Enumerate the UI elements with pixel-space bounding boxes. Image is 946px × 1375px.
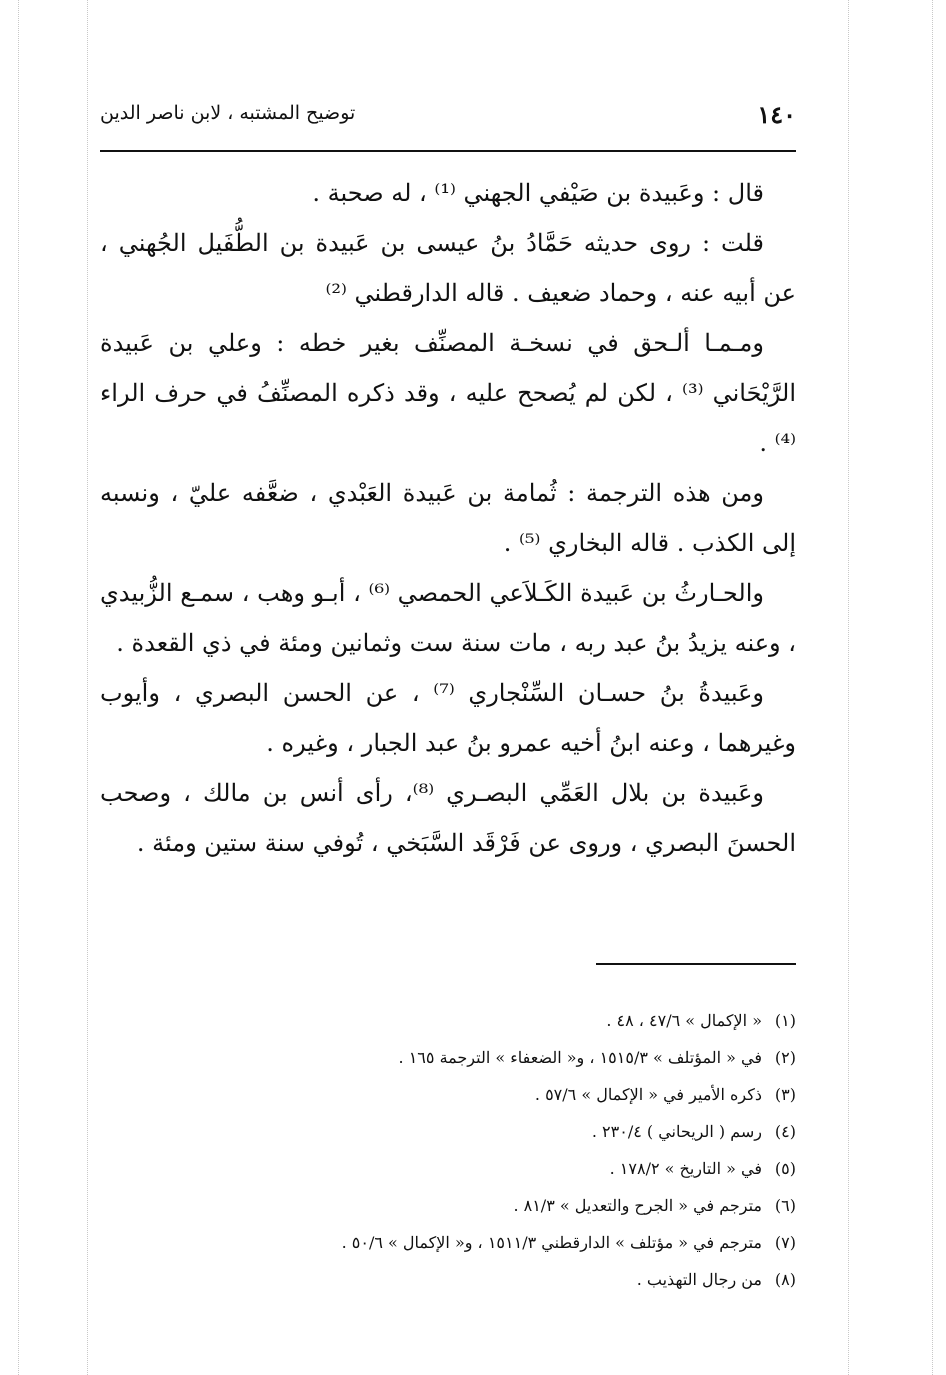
paragraph: ومن هذه الترجمة : ثُمامة بن عَبيدة العَبْدي ، ضعَّفه عليّ ، ونسبه إلى الكذب . قاله البخاري ⁽⁵⁾ .	[100, 479, 796, 557]
footnote-text: رسم ( الريحاني ) ٢٣٠/٤ .	[591, 1122, 762, 1141]
footnote-number: (٢)	[774, 1048, 796, 1067]
footnote-number: (٤)	[774, 1122, 796, 1141]
footnote-text: مترجم في « مؤتلف » الدارقطني ١٥١١/٣ ، و« الإكمال » ٥٠/٦ .	[341, 1233, 762, 1252]
footnote-text: في « المؤتلف » ١٥١٥/٣ ، و« الضعفاء » الترجمة ١٦٥ .	[398, 1048, 762, 1067]
footnote-number: (٧)	[774, 1233, 796, 1252]
footnote	[100, 1187, 796, 1224]
footnote-number: (٥)	[774, 1159, 796, 1178]
footnote-text: من رجال التهذيب .	[636, 1270, 762, 1289]
footnote-text: في « التاريخ » ١٧٨/٢ .	[609, 1159, 762, 1178]
paragraph: والحـارثُ بن عَبيدة الكَـلاَعي الحمصي ⁽⁶⁾ ، أبـو وهب ، سمـع الزُّبيدي ، وعنه يزيدُ بنُ عبد ربه ، مات سنة ست وثمانين ومئة في ذي القعدة .	[100, 579, 796, 657]
paragraph: قال : وعَبيدة بن صَيْفي الجهني ⁽¹⁾ ، له صحبة .	[312, 179, 764, 207]
footnote-text: ذكره الأمير في « الإكمال » ٥٧/٦ .	[534, 1085, 762, 1104]
header-divider	[100, 150, 796, 152]
main-text	[100, 168, 796, 868]
footnote-number: (١)	[774, 1011, 796, 1030]
paragraph: قلت : روى حديثه حَمَّادُ بنُ عيسى بن عَبيدة بن الطُّفَيل الجُهني ، عن أبيه عنه ، وحماد ضعيف . قاله الدارقطني ⁽²⁾	[100, 229, 796, 307]
footnote	[100, 1261, 796, 1298]
footnote-number: (٨)	[774, 1270, 796, 1289]
scan-artifact-line	[932, 0, 933, 1375]
footnote-text: مترجم في « الجرح والتعديل » ٨١/٣ .	[513, 1196, 762, 1215]
footnote	[100, 1224, 796, 1261]
page-header	[100, 100, 796, 136]
running-title: توضيح المشتبه ، لابن ناصر الدين	[100, 102, 356, 124]
footnotes-list	[100, 1002, 796, 1298]
footnote-divider	[596, 963, 796, 965]
footnote	[100, 1039, 796, 1076]
footnote-number: (٣)	[774, 1085, 796, 1104]
footnote-number: (٦)	[774, 1196, 796, 1215]
scan-artifact-line	[848, 0, 849, 1375]
footnote	[100, 1076, 796, 1113]
scan-artifact-line	[87, 0, 88, 1375]
paragraph: وعَبيدةُ بنُ حسـان السِّنْجاري ⁽⁷⁾ ، عن الحسن البصري ، وأيوب وغيرهما ، وعنه ابنُ أخيه عمرو بنُ عبد الجبار ، وغيره .	[100, 679, 796, 757]
paragraph: ومـمـا ألـحق في نسخـة المصنِّف بغير خطه : وعلي بن عَبيدة الرَّيْحَاني ⁽³⁾ ، لكن لم يُصحح عليه ، وقد ذكره المصنِّفُ في حرف الراء ⁽⁴⁾ .	[100, 329, 796, 457]
scan-artifact-line	[18, 0, 19, 1375]
footnote-text: « الإكمال » ٤٧/٦ ، ٤٨ .	[606, 1011, 762, 1030]
footnote	[100, 1002, 796, 1039]
page-number: ١٤٠	[757, 100, 796, 129]
paragraph: وعَبيدة بن بلال العَمِّي البصـري ⁽⁸⁾، رأى أنس بن مالك ، وصحب الحسنَ البصري ، وروى عن فَرْقَد السَّبَخي ، تُوفي سنة ستين ومئة .	[100, 779, 796, 857]
footnote	[100, 1113, 796, 1150]
footnote	[100, 1150, 796, 1187]
